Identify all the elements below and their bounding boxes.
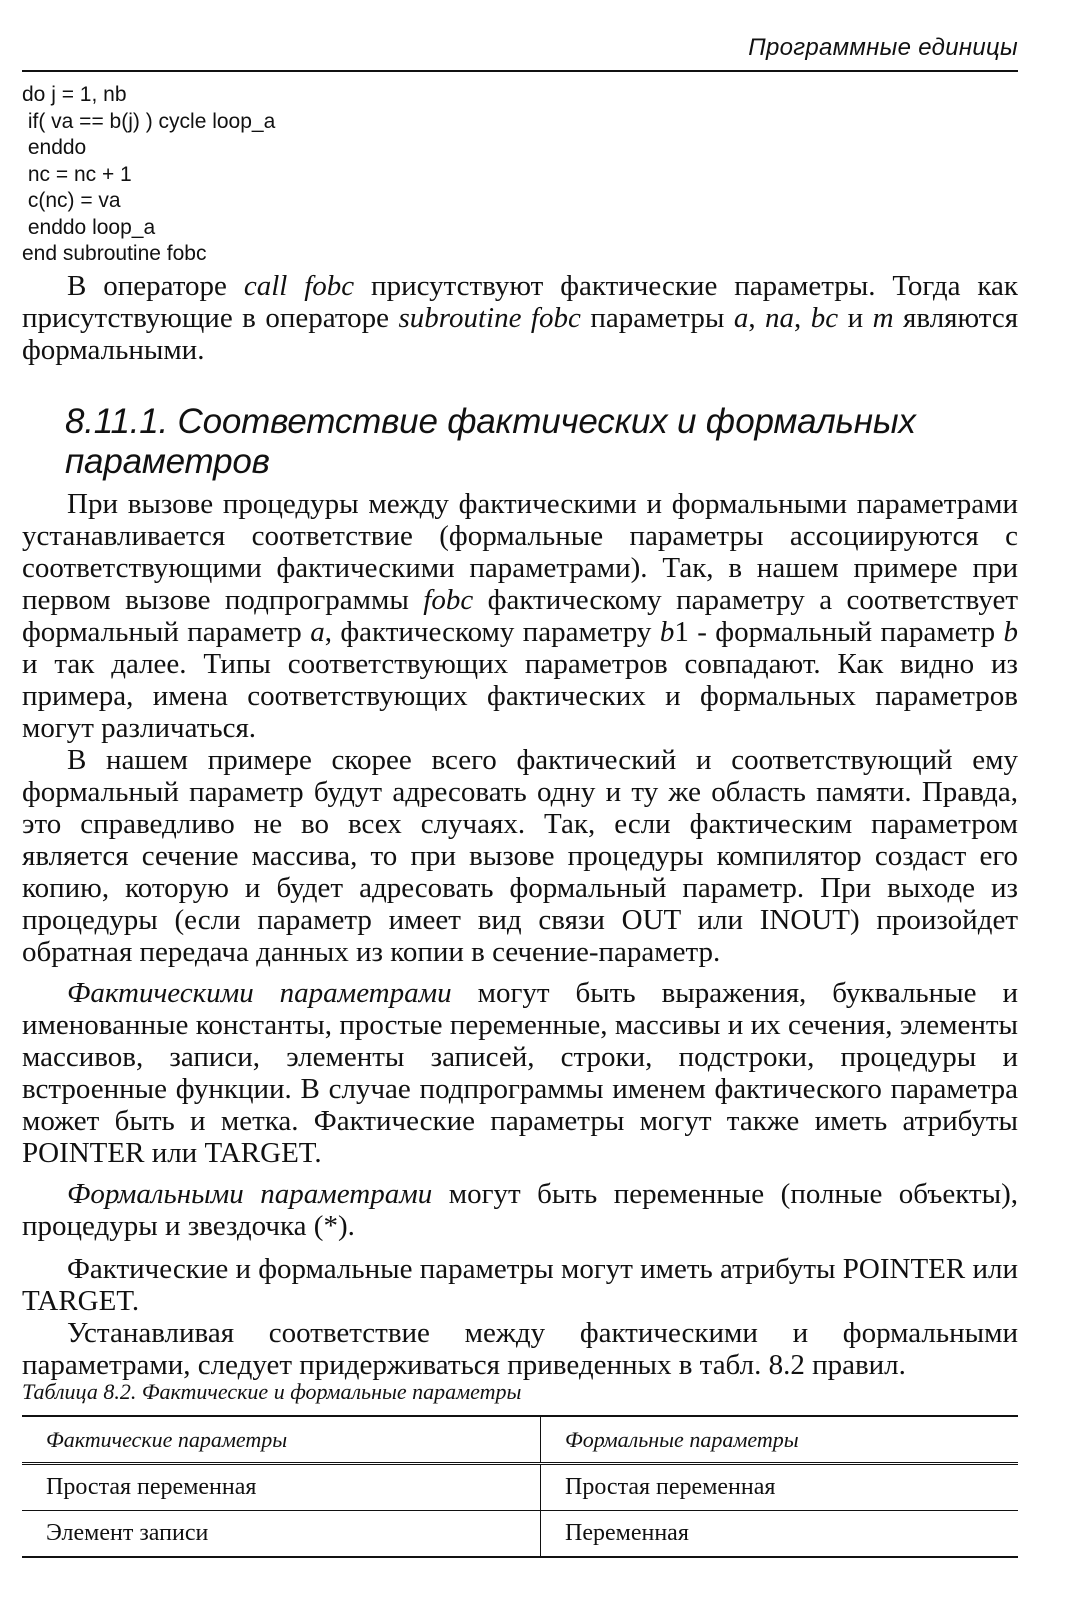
table-cell: Переменная — [541, 1511, 1019, 1558]
text-run: , фактическому параметру — [324, 616, 660, 648]
section-heading: 8.11.1. Соответствие фактических и формальных параметров — [65, 402, 916, 481]
text-run: фактическому параметру a соответствует формальный параметр — [22, 584, 1018, 648]
parameters-table — [22, 1415, 1018, 1558]
code-line: c(nc) = va — [22, 189, 121, 212]
table-caption: Таблица 8.2. Фактические и формальные параметры — [22, 1379, 522, 1404]
text-run: могут быть выражения, буквальные и именованные константы, простые переменные, массивы и их сечения, элементы массивов, записи, элементы записей, строки, подстроки, процедуры и встроенные функции. В случае подпрограммы именем фактического параметра может быть и метка. Фактические параметры могут также иметь атрибуты POINTER или TARGET. — [22, 977, 1019, 1169]
table-cell: Элемент записи — [22, 1511, 541, 1558]
text-run: 1 - формальный параметр — [674, 616, 1004, 648]
table-header-cell: Фактические параметры — [22, 1416, 541, 1464]
italic-term: call fobc — [243, 270, 355, 302]
table-header-cell: Формальные параметры — [541, 1416, 1019, 1464]
italic-term: Формальными параметрами — [67, 1178, 433, 1210]
text-run: присутствуют фактические параметры. Тогда как присутствующие в операторе — [22, 270, 1018, 334]
italic-term: m — [872, 302, 894, 334]
code-line: nc = nc + 1 — [22, 162, 132, 186]
text-run: параметры — [580, 302, 734, 334]
italic-term: a — [733, 302, 749, 334]
paragraph: Устанавливая соответствие между фактическими и формальными параметрами, следует придерживаться приведенных в табл. 8.2 правил. — [22, 1317, 1018, 1381]
italic-term: b — [659, 616, 675, 648]
code-line: do j = 1, nb — [22, 83, 127, 106]
text-run: В операторе — [67, 270, 244, 302]
italic-term: a — [310, 616, 325, 648]
text-run: и так далее. Типы соответствующих параметров совпадают. Как видно из примера, имена соответствующих фактических и формальных параметров могут различаться. — [22, 648, 1018, 744]
italic-term: bc — [810, 302, 839, 334]
table-row — [22, 1464, 1018, 1511]
paragraph: В нашем примере скорее всего фактический и соответствующий ему формальный параметр будут адресовать одну и ту же область памяти. Правда, это справедливо не во всех случаях. Так, если фактическим параметром является сечение массива, то при вызове процедуры компилятор создаст его копию, которую и будет адресовать формальный параметр. При выходе из процедуры (если параметр имеет вид связи OUT или INOUT) произойдет обратная передача данных из копии в сечение-параметр. — [22, 744, 1018, 968]
table-cell: Простая переменная — [541, 1464, 1019, 1511]
text-run: могут быть переменные (полные объекты), процедуры и звездочка (*). — [22, 1178, 1018, 1242]
table-row — [22, 1511, 1018, 1558]
running-header: Программные единицы — [748, 34, 1018, 61]
text-run: и — [838, 302, 873, 334]
code-line: if( va == b(j) ) cycle loop_a — [22, 109, 276, 133]
table-header-row — [22, 1416, 1018, 1464]
code-line: enddo — [22, 136, 87, 159]
italic-term: b — [1003, 616, 1018, 648]
italic-term: na — [765, 302, 795, 334]
paragraph — [22, 488, 1018, 744]
code-line: end subroutine fobc — [22, 242, 207, 265]
section-body — [22, 488, 1018, 1381]
text-run: При вызове процедуры между фактическими и формальными параметрами устанавливается соответствие (формальные параметры ассоциируются с соответствующими фактическими параметрами). Так, в нашем примере при первом вызове подпрограммы — [22, 488, 1018, 616]
italic-term: Фактическими параметрами — [67, 977, 452, 1009]
italic-term: fobc — [423, 584, 474, 616]
italic-term: subroutine fobc — [398, 302, 581, 334]
code-listing — [22, 82, 1018, 268]
code-line: enddo loop_a — [22, 215, 156, 239]
intro-paragraph — [22, 270, 1018, 366]
paragraph: Фактические и формальные параметры могут иметь атрибуты POINTER или TARGET. — [22, 1253, 1018, 1317]
text-run: , — [794, 302, 811, 334]
table-cell: Простая переменная — [22, 1464, 541, 1511]
header-rule — [22, 70, 1018, 72]
paragraph — [22, 977, 1018, 1169]
text-run: являются формальными. — [22, 302, 1019, 366]
text-run: , — [748, 302, 766, 334]
paragraph — [22, 1178, 1018, 1242]
